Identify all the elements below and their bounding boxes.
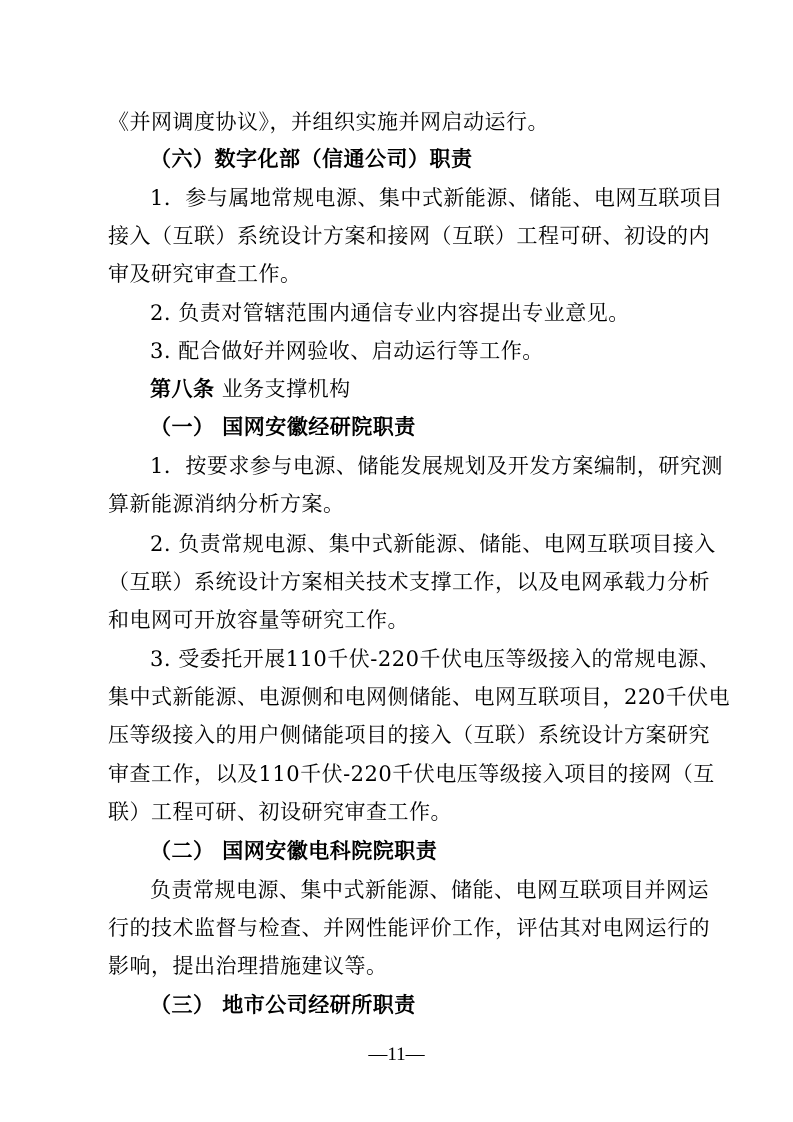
paragraph-line: 行的技术监督与检查、并网性能评价工作，评估其对电网运行的 bbox=[108, 916, 710, 940]
paragraph-line: 3. 受委托开展110千伏-220千伏电压等级接入的常规电源、 bbox=[150, 647, 721, 671]
paragraph-line: 1．参与属地常规电源、集中式新能源、储能、电网互联项目 bbox=[150, 186, 723, 210]
paragraph-line: 2. 负责常规电源、集中式新能源、储能、电网互联项目接入 bbox=[150, 532, 716, 556]
paragraph-line: 2. 负责对管辖范围内通信专业内容提出专业意见。 bbox=[150, 301, 630, 325]
article-number: 第八条 bbox=[150, 376, 215, 401]
page-number: —11— bbox=[368, 1044, 425, 1065]
paragraph-line: 压等级接入的用户侧储能项目的接入（互联）系统设计方案研究 bbox=[108, 723, 710, 747]
paragraph-line: 审及研究审查工作。 bbox=[108, 262, 302, 286]
section-heading: （三） 地市公司经研所职责 bbox=[150, 992, 416, 1017]
paragraph-line: 和电网可开放容量等研究工作。 bbox=[108, 608, 409, 632]
section-heading: （六）数字化部（信通公司）职责 bbox=[150, 146, 473, 171]
paragraph-line: 影响，提出治理措施建议等。 bbox=[108, 954, 388, 978]
paragraph-line: 联）工程可研、初设研究审查工作。 bbox=[108, 800, 452, 824]
paragraph-line: 3. 配合做好并网验收、启动运行等工作。 bbox=[150, 339, 544, 363]
section-heading: （二） 国网安徽电科院院职责 bbox=[150, 838, 438, 863]
paragraph-line: 接入（互联）系统设计方案和接网（互联）工程可研、初设的内 bbox=[108, 224, 710, 248]
paragraph-line: 《并网调度协议》，并组织实施并网启动运行。 bbox=[108, 110, 549, 134]
section-heading: （一） 国网安徽经研院职责 bbox=[150, 414, 416, 439]
paragraph-line: 审查工作，以及110千伏-220千伏电压等级接入项目的接网（互 bbox=[108, 762, 715, 786]
paragraph-line: 负责常规电源、集中式新能源、储能、电网互联项目并网运 bbox=[150, 878, 709, 902]
paragraph-line: （互联）系统设计方案相关技术支撑工作，以及电网承载力分析 bbox=[108, 570, 710, 594]
paragraph-line: 1．按要求参与电源、储能发展规划及开发方案编制，研究测 bbox=[150, 454, 723, 478]
paragraph-line: 集中式新能源、电源侧和电网侧储能、电网互联项目，220千伏电 bbox=[108, 685, 731, 709]
article-heading bbox=[150, 375, 698, 403]
paragraph-line: 算新能源消纳分析方案。 bbox=[108, 492, 345, 516]
article-title: 业务支撑机构 bbox=[221, 377, 351, 401]
